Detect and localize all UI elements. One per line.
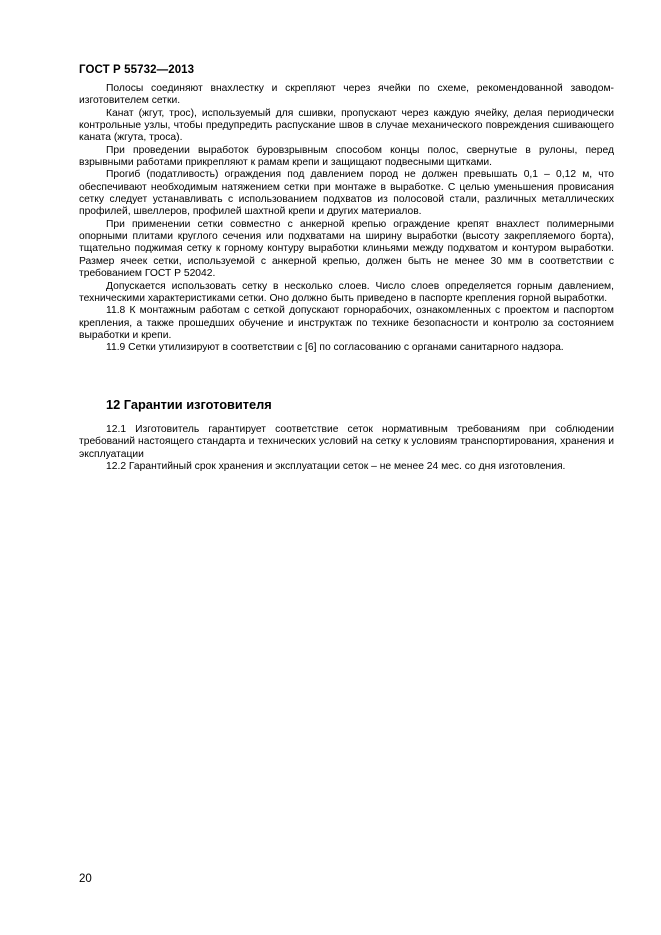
section-11-body — [79, 83, 614, 355]
paragraph: При проведении выработок буровзрывным способом концы полос, свернутые в рулоны, перед взрывными работами прикрепляют к рамам крепи и защищают подвесными щитками. — [79, 144, 614, 169]
paragraph: Прогиб (податливость) ограждения под давлением пород не должен превышать 0,1 – 0,12 м, что обеспечивают необходимым натяжением сетки при монтаже в выработке. С целью уменьшения провисания сетку следует устанавливать с использованием подхватов из полосовой стали, различных металлических профилей, швеллеров, профилей шахтной крепи и других материалов. — [79, 169, 614, 218]
paragraph: При применении сетки совместно с анкерной крепью ограждение крепят внахлест полимерными опорными плитами круглого сечения или подхватами на ширину выработки (высоту закрепляемого борта), тщательно поджимая сетку к горному контуру выработки клиньями между подхватом и контуром выработки. Размер ячеек сетки, используемой с анкерной крепью, должен быть не менее 30 мм в соответствии с требованием ГОСТ Р 52042. — [79, 218, 614, 280]
paragraph-12-1: 12.1 Изготовитель гарантирует соответствие сеток нормативным требованиям при соблюдении требований настоящего стандарта и технических условий на сетку к условиям транспортирования, хранения и эксплуатации — [79, 424, 614, 460]
paragraph: Допускается использовать сетку в несколько слоев. Число слоев определяется горным давлением, техническими характеристиками сетки. Оно должно быть приведено в паспорте крепления горной выработки. — [79, 280, 614, 304]
section-12-title: 12 Гарантии изготовителя — [106, 397, 272, 412]
paragraph: Канат (жгут, трос), используемый для сшивки, пропускают через каждую ячейку, делая периодически контрольные узлы, чтобы предупредить распускание швов в случае механического повреждения сшивающего каната (жгута, троса). — [79, 107, 614, 144]
paragraph-11-8: 11.8 К монтажным работам с сеткой допускают горнорабочих, ознакомленных с проектом и паспортом крепления, а также прошедших обучение и инструктаж по технике безопасности и контролю за состоянием выработки и крепи. — [79, 305, 614, 341]
page-number: 20 — [79, 873, 92, 885]
document-header: ГОСТ Р 55732—2013 — [79, 64, 195, 76]
paragraph-11-9: 11.9 Сетки утилизируют в соответствии с [6] по согласованию с органами санитарного надзора. — [106, 342, 564, 354]
paragraph-12-2: 12.2 Гарантийный срок хранения и эксплуатации сеток – не менее 24 мес. со дня изготовления. — [106, 461, 566, 473]
section-12-body — [79, 424, 614, 473]
paragraph: Полосы соединяют внахлестку и скрепляют через ячейки по схеме, рекомендованной заводом-изготовителем сетки. — [79, 83, 614, 107]
